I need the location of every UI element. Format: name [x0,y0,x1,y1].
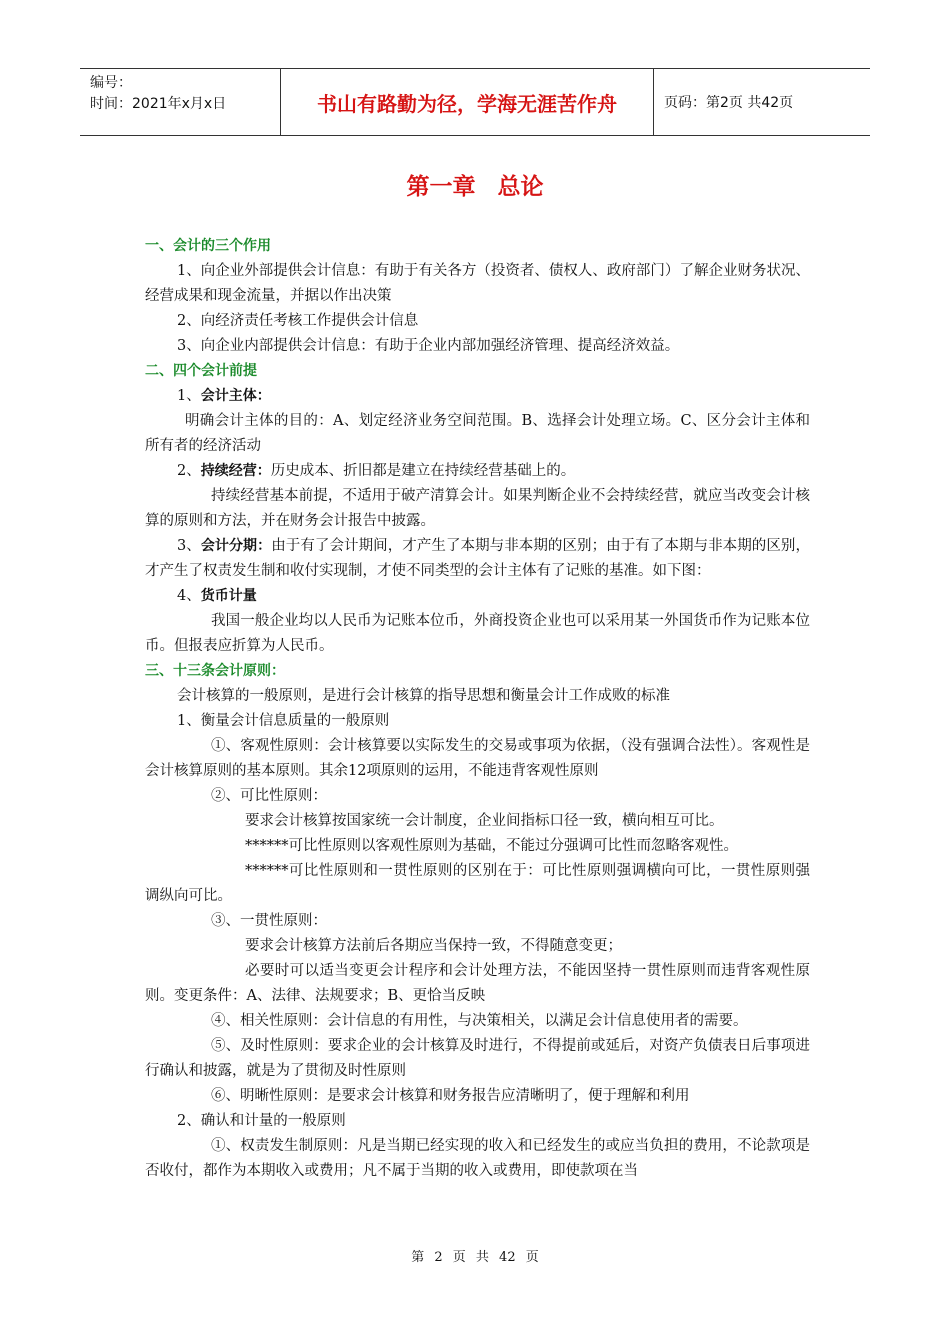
paragraph-line [145,709,810,734]
header-meta [80,69,281,135]
line-text: 要求会计核算按国家统一会计制度，企业间指标口径一致，横向相互可比。 [245,813,724,829]
paragraph-line [145,409,810,459]
paragraph-line [145,309,810,334]
paragraph-line [145,959,810,1009]
paragraph-line [145,484,810,534]
paragraph-line [145,909,810,934]
paragraph-line [145,1034,810,1084]
paragraph-line [145,609,810,659]
bold-term: 货币计量 [200,588,257,604]
paragraph-line [145,334,810,359]
line-text-rest: 历史成本、折旧都是建立在持续经营基础上的。 [270,463,576,479]
line-text: 三、十三条会计原则： [145,663,285,679]
paragraph-line [145,1084,810,1109]
paragraph-line [145,534,810,584]
section-heading [145,659,810,684]
line-text: ④、相关性原则：会计信息的有用性，与决策相关，以满足会计信息使用者的需要。 [211,1013,748,1029]
paragraph-line [145,259,810,309]
line-text: ②、可比性原则： [211,788,327,804]
paragraph-line [145,784,810,809]
line-text: ******可比性原则以客观性原则为基础，不能过分强调可比性而忽略客观性。 [245,838,738,854]
document-body [145,234,810,1184]
paragraph-line [145,684,810,709]
line-text: ①、客观性原则：会计核算要以实际发生的交易或事项为依据，（没有强调合法性）。客观性是会计核算原则的基本原则。其余12项原则的运用，不能违背客观性原则 [145,738,810,779]
line-text: ①、权责发生制原则：凡是当期已经实现的收入和已经发生的或应当负担的费用，不论款项是否收付，都作为本期收入或费用；凡不属于当期的收入或费用，即使款项在当 [145,1138,810,1179]
section-heading [145,234,810,259]
line-text: 1、 [177,388,201,404]
paragraph-line [145,384,810,409]
paragraph-line [145,1109,810,1134]
bold-term: 会计主体： [200,388,271,404]
line-text: 一、会计的三个作用 [145,238,271,254]
line-text: 3、 [177,538,201,554]
paragraph-line [145,1134,810,1184]
bold-term: 会计分期： [200,538,272,554]
bold-term: 持续经营： [200,463,271,479]
line-text: ③、一贯性原则： [211,913,327,929]
line-text: 必要时可以适当变更会计程序和会计处理方法，不能因坚持一贯性原则而违背客观性原则。变更条件：A、法律、法规要求；B、更恰当反映 [145,963,810,1004]
line-text: 明确会计主体的目的：A、划定经济业务空间范围。B、选择会计处理立场。C、区分会计主体和所有者的经济活动 [145,413,810,454]
paragraph-line [145,834,810,859]
line-text: 持续经营基本前提，不适用于破产清算会计。如果判断企业不会持续经营，就应当改变会计核算的原则和方法，并在财务会计报告中披露。 [145,488,810,529]
paragraph-line [145,734,810,784]
number-label: 编号： [90,75,132,91]
header-motto: 书山有路勤为径，学海无涯苦作舟 [281,69,654,135]
chapter-title: 第一章 总论 [406,174,544,200]
paragraph-line [145,809,810,834]
line-text: 2、确认和计量的一般原则 [177,1113,346,1129]
document-header [80,68,870,136]
line-text: 1、向企业外部提供会计信息：有助于有关各方（投资者、债权人、政府部门）了解企业财务状况、经营成果和现金流量，并据以作出决策 [145,263,810,304]
line-text: 4、 [177,588,201,604]
page-footer: 第 2 页 共 42 页 [411,1250,539,1265]
paragraph-line [145,459,810,484]
line-text: 2、向经济责任考核工作提供会计信息 [177,313,419,329]
line-text: ⑤、及时性原则：要求企业的会计核算及时进行，不得提前或延后，对资产负债表日后事项进行确认和披露，就是为了贯彻及时性原则 [145,1038,810,1079]
paragraph-line [145,1009,810,1034]
line-text: 2、 [177,463,201,479]
paragraph-line [145,859,810,909]
line-text: 会计核算的一般原则，是进行会计核算的指导思想和衡量会计工作成败的标准 [177,688,670,704]
line-text: 1、衡量会计信息质量的一般原则 [177,713,390,729]
line-text-rest: 由于有了会计期间，才产生了本期与非本期的区别；由于有了本期与非本期的区别，才产生了权责发生制和收付实现制，才使不同类型的会计主体有了记账的基准。如下图： [145,538,810,579]
header-page-info: 页码：第2页 共42页 [664,95,794,111]
line-text: 我国一般企业均以人民币为记账本位币，外商投资企业也可以采用某一外国货币作为记账本位币。但报表应折算为人民币。 [145,613,810,654]
line-text: 二、四个会计前提 [145,363,257,379]
date-label: 时间：2021年x月x日 [90,96,227,112]
line-text: 要求会计核算方法前后各期应当保持一致，不得随意变更； [245,938,622,954]
section-heading [145,359,810,384]
paragraph-line [145,934,810,959]
line-text: 3、向企业内部提供会计信息：有助于企业内部加强经济管理、提高经济效益。 [177,338,680,354]
paragraph-line [145,584,810,609]
line-text: ⑥、明晰性原则：是要求会计核算和财务报告应清晰明了，便于理解和利用 [211,1088,690,1104]
line-text: ******可比性原则和一贯性原则的区别在于：可比性原则强调横向可比，一贯性原则强调纵向可比。 [145,863,810,904]
